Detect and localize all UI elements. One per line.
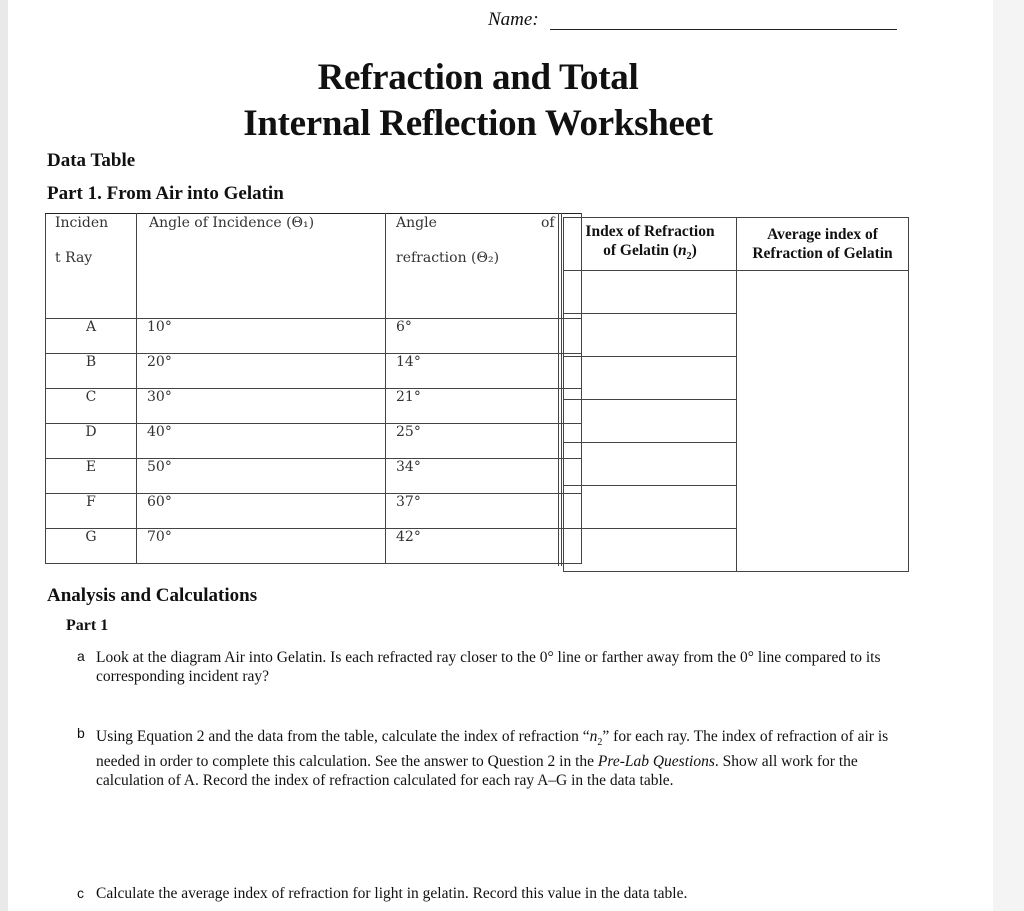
ray-cell: B (46, 354, 137, 389)
table-row (46, 459, 582, 494)
question-a-marker: a (77, 648, 85, 664)
question-b-n: n (589, 728, 598, 745)
question-b-part1: Using Equation 2 and the data from the table, calculate the index of refraction “ (96, 728, 590, 745)
refraction-cell: 6° (386, 319, 582, 354)
refraction-cell: 42° (386, 529, 582, 564)
header-angle-incidence (137, 214, 386, 319)
refraction-cell: 21° (386, 389, 582, 424)
ray-cell: C (46, 389, 137, 424)
name-field-line[interactable] (550, 29, 897, 30)
incidence-cell: 60° (137, 494, 386, 529)
question-b-marker: b (77, 725, 85, 741)
refraction-cell: 25° (386, 424, 582, 459)
header-incident-ray (46, 214, 137, 319)
header-average-index (737, 218, 909, 271)
incidence-cell: 20° (137, 354, 386, 389)
question-c-text: Calculate the average index of refraction for light in gelatin. Record this value in the data table. (96, 885, 688, 902)
question-b-italic: Pre-Lab Questions (597, 753, 715, 771)
question-b-text (96, 727, 918, 790)
index-input-cell[interactable] (564, 314, 737, 357)
name-label: Name: (488, 9, 539, 30)
index-input-cell[interactable] (564, 529, 737, 572)
header-angle-refraction (386, 214, 582, 319)
incidence-cell: 30° (137, 389, 386, 424)
table-row (46, 529, 582, 564)
table-row (46, 354, 582, 389)
refraction-cell: 34° (386, 459, 582, 494)
header-index-refraction (564, 218, 737, 271)
header-index-sub: 2 (686, 251, 692, 263)
angle-data-table (45, 213, 582, 564)
gelatin-index-table (563, 217, 909, 572)
question-b-part3: . Show all work for the calculation of A. Record the index of refraction calculated for each ray A–G in the data table. (96, 753, 858, 790)
ray-cell: D (46, 424, 137, 459)
index-input-cell[interactable] (564, 443, 737, 486)
header-incident-ray-line1: Inciden (55, 215, 109, 231)
header-incident-ray-line2: t Ray (55, 250, 93, 266)
incidence-cell: 40° (137, 424, 386, 459)
page-margin-strip (993, 0, 1024, 911)
index-input-cell[interactable] (564, 486, 737, 529)
analysis-heading: Analysis and Calculations (47, 585, 258, 606)
header-index-n: n (678, 241, 687, 259)
ray-cell: G (46, 529, 137, 564)
ray-cell: F (46, 494, 137, 529)
incidence-cell: 50° (137, 459, 386, 494)
header-index-line1: Index of Refraction (585, 222, 715, 240)
table-row (46, 424, 582, 459)
index-input-cell[interactable] (564, 271, 737, 314)
average-input-cell[interactable] (737, 271, 909, 572)
question-b-sub: 2 (597, 737, 603, 749)
table-row (46, 494, 582, 529)
refraction-cell: 14° (386, 354, 582, 389)
header-angle-refraction-line1: Angle (396, 215, 437, 231)
table-row (46, 319, 582, 354)
data-table-heading: Data Table (47, 150, 136, 171)
refraction-cell: 37° (386, 494, 582, 529)
index-input-cell[interactable] (564, 400, 737, 443)
page-title-line1: Refraction and Total (317, 57, 639, 98)
question-c-marker: c (77, 885, 84, 901)
part1-heading: Part 1. From Air into Gelatin (47, 183, 284, 204)
header-angle-incidence-label: Angle of Incidence (Θ₁) (149, 215, 315, 231)
header-average-line1: Average index of (767, 226, 878, 243)
header-average-line2: Refraction of Gelatin (752, 245, 893, 262)
analysis-part-heading: Part 1 (66, 617, 109, 634)
question-a-text: Look at the diagram Air into Gelatin. Is each refracted ray closer to the 0° line or farther away from the 0° line compared to its corresponding incident ray? (96, 649, 881, 685)
table-divider (558, 213, 562, 566)
incidence-cell: 70° (137, 529, 386, 564)
header-index-line2: of Gelatin ( (603, 241, 679, 259)
incidence-cell: 10° (137, 319, 386, 354)
table-row (46, 389, 582, 424)
header-index-close: ) (691, 241, 697, 259)
page-title-line2: Internal Reflection Worksheet (243, 103, 713, 144)
question-b-part2: ” for each ray. The index of refraction of air is needed in order to complete this calculation. See the answer to Question 2 in the (96, 728, 889, 771)
ray-cell: A (46, 319, 137, 354)
ray-cell: E (46, 459, 137, 494)
header-angle-refraction-of: of (541, 215, 555, 231)
header-angle-refraction-line2: refraction (Θ₂) (396, 250, 500, 266)
index-input-cell[interactable] (564, 357, 737, 400)
